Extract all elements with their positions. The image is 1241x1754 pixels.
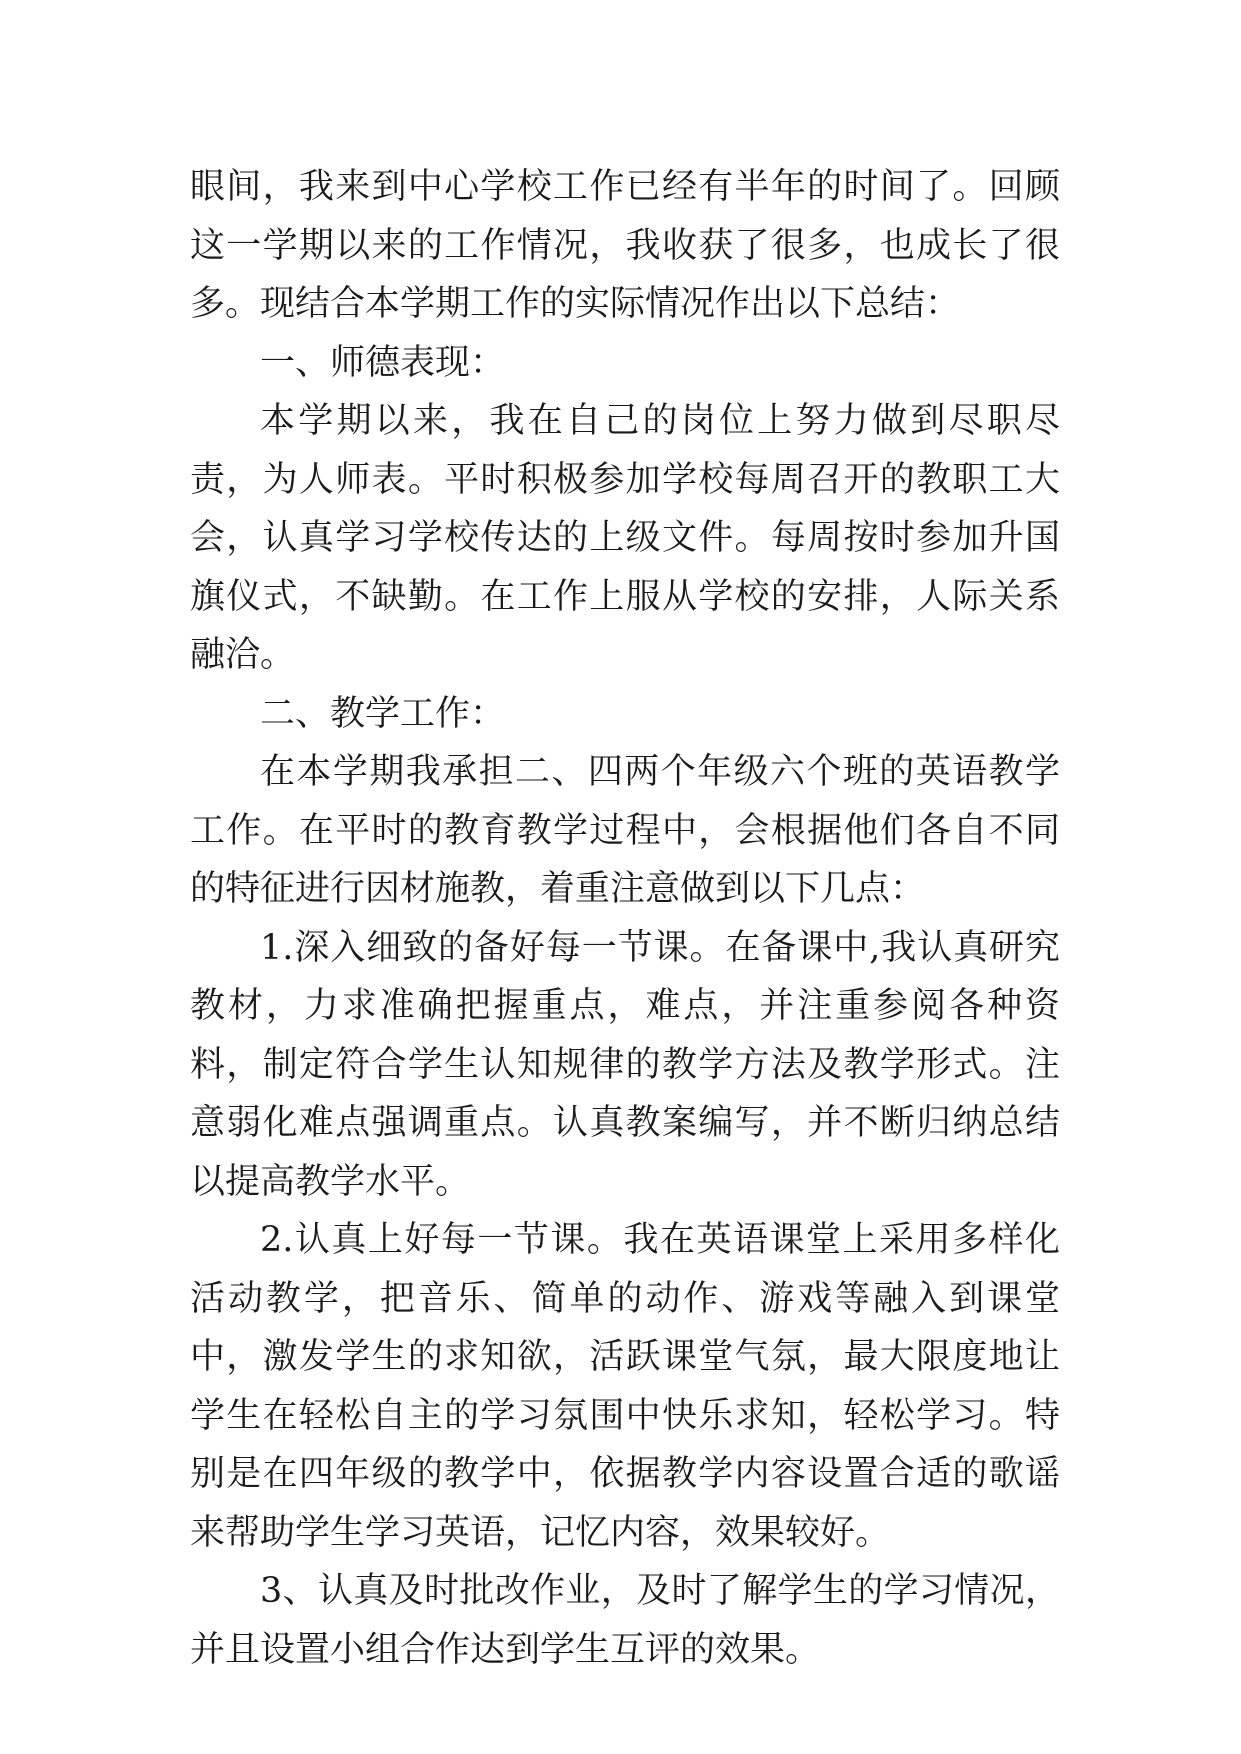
paragraph-teaching: 在本学期我承担二、四两个年级六个班的英语教学工作。在平时的教育教学过程中，会根据他们各自不同的特征进行因材施教，着重注意做到以下几点：	[190, 752, 1060, 909]
heading-ethics: 一、师德表现：	[260, 342, 506, 383]
list-item-2: 2.认真上好每一节课。我在英语课堂上采用多样化活动教学，把音乐、简单的动作、游戏等融入到课堂中，激发学生的求知欲，活跃课堂气氛，最大限度地让学生在轻松自主的学习氛围中快乐求知，轻松学习。特别是在四年级的教学中，依据教学内容设置合适的歌谣来帮助学生学习英语，记忆内容，效果较好。	[190, 1220, 1060, 1553]
heading-teaching: 二、教学工作：	[260, 693, 506, 734]
list-item-1: 1.深入细致的备好每一节课。在备课中,我认真研究教材，力求准确把握重点，难点，并注重参阅各种资料，制定符合学生认知规律的教学方法及教学形式。注意弱化难点强调重点。认真教案编写，并不断归纳总结以提高教学水平。	[190, 927, 1060, 1202]
list-item-3: 3、认真及时批改作业，及时了解学生的学习情况，并且设置小组合作达到学生互评的效果。	[190, 1571, 1060, 1670]
paragraph-ethics: 本学期以来，我在自己的岗位上努力做到尽职尽责，为人师表。平时积极参加学校每周召开的教职工大会，认真学习学校传达的上级文件。每周按时参加升国旗仪式，不缺勤。在工作上服从学校的安排，人际关系融洽。	[190, 401, 1060, 675]
paragraph-intro: 眼间，我来到中心学校工作已经有半年的时间了。回顾这一学期以来的工作情况，我收获了很多，也成长了很多。现结合本学期工作的实际情况作出以下总结：	[190, 167, 1060, 324]
document-body	[190, 158, 1060, 1679]
